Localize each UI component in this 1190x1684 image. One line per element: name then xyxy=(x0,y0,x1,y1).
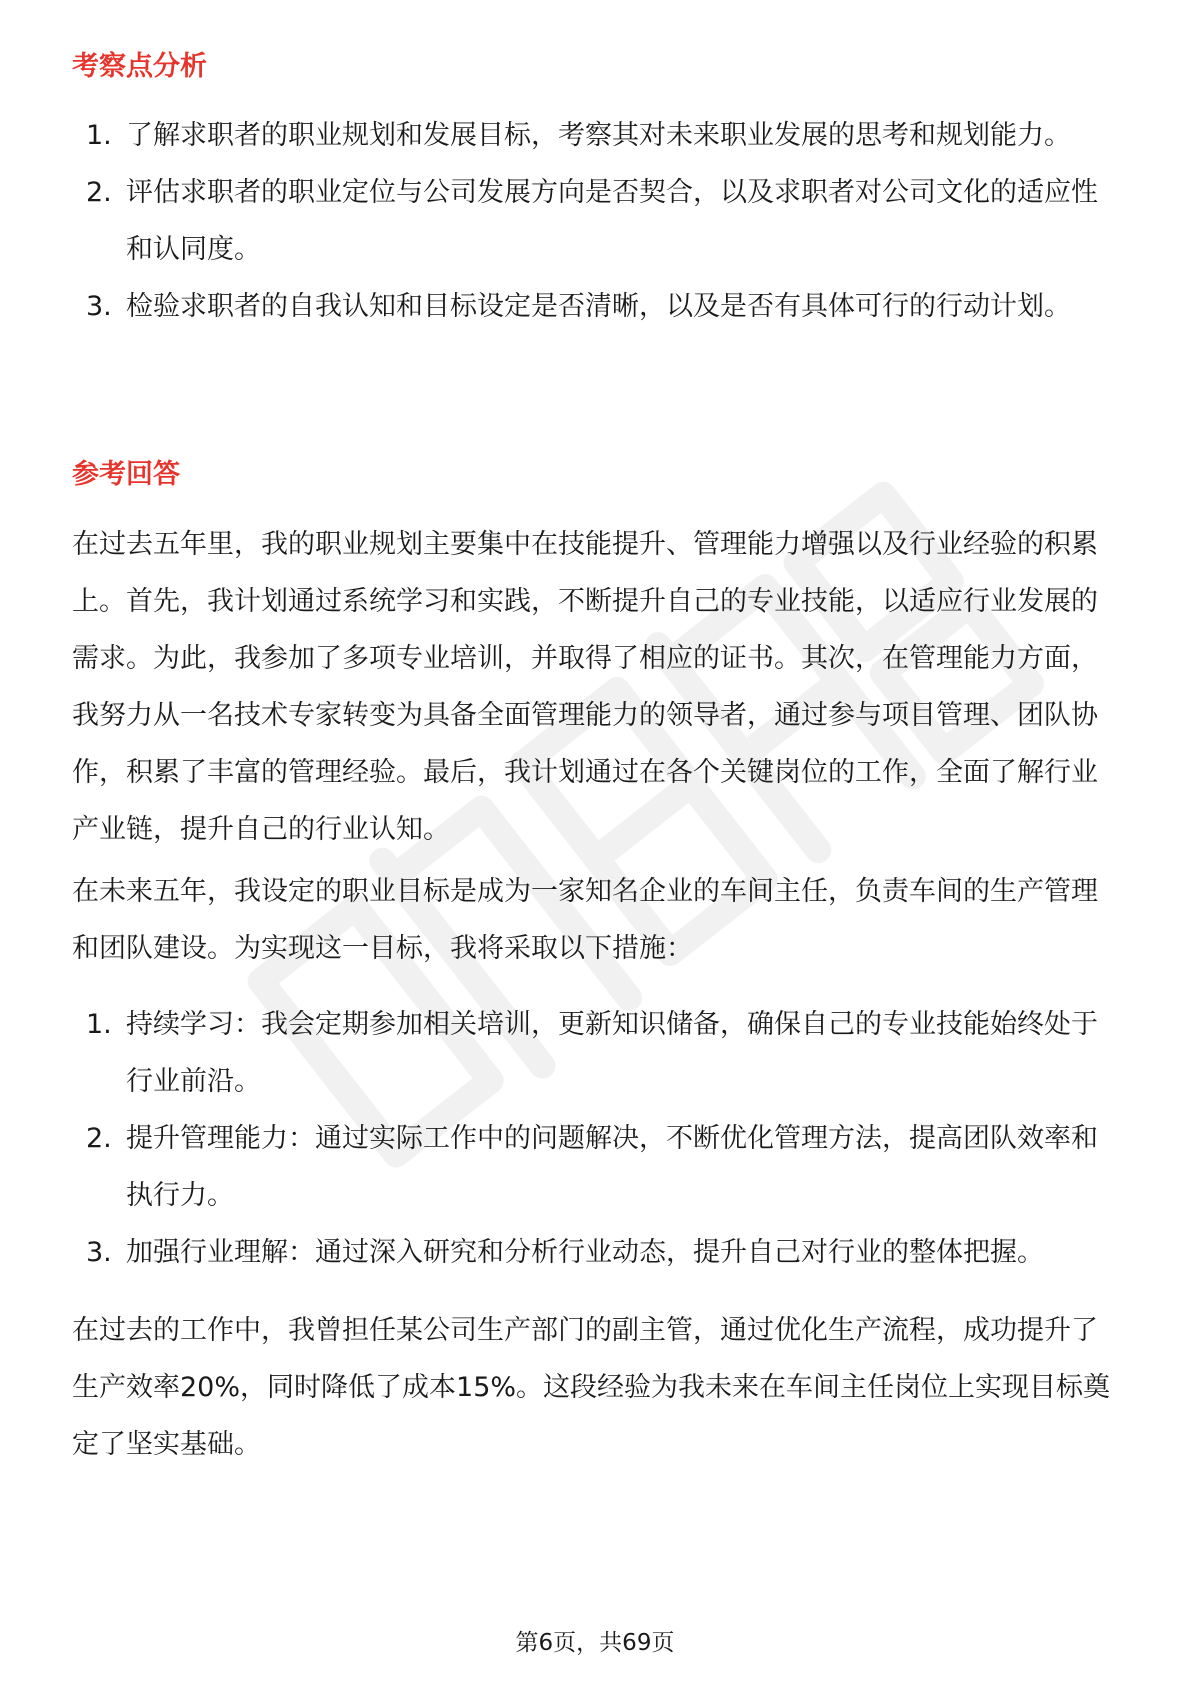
list-item xyxy=(0,1224,1190,1281)
list-item-number: 1. xyxy=(86,1009,112,1040)
measures-list xyxy=(0,996,1190,1281)
section-title-reference-answer: 参考回答 xyxy=(72,459,180,490)
list-item xyxy=(0,996,1190,1110)
list-item-text: 加强行业理解：通过深入研究和分析行业动态，提升自己对行业的整体把握。 xyxy=(126,1237,1044,1268)
list-item-text: 检验求职者的自我认知和目标设定是否清晰，以及是否有具体可行的行动计划。 xyxy=(126,291,1071,322)
list-item-number: 3. xyxy=(86,291,112,322)
list-item-number: 2. xyxy=(86,177,112,208)
answer-paragraph-3: 在过去的工作中，我曾担任某公司生产部门的副主管，通过优化生产流程，成功提升了生产效率20%，同时降低了成本15%。这段经验为我未来在车间主任岗位上实现目标奠定了坚实基础。 xyxy=(72,1315,1111,1460)
list-item xyxy=(0,1110,1190,1224)
section-title-analysis: 考察点分析 xyxy=(72,51,207,82)
list-item-number: 2. xyxy=(86,1123,112,1154)
list-item xyxy=(0,278,1190,335)
list-item-text: 提升管理能力：通过实际工作中的问题解决，不断优化管理方法，提高团队效率和执行力。 xyxy=(126,1123,1098,1211)
list-item-text: 持续学习：我会定期参加相关培训，更新知识储备，确保自己的专业技能始终处于行业前沿。 xyxy=(126,1009,1098,1097)
list-item-number: 1. xyxy=(86,120,112,151)
answer-paragraph-1: 在过去五年里，我的职业规划主要集中在技能提升、管理能力增强以及行业经验的积累上。首先，我计划通过系统学习和实践，不断提升自己的专业技能，以适应行业发展的需求。为此，我参加了多项专业培训，并取得了相应的证书。其次，在管理能力方面，我努力从一名技术专家转变为具备全面管理能力的领导者，通过参与项目管理、团队协作，积累了丰富的管理经验。最后，我计划通过在各个关键岗位的工作，全面了解行业产业链，提升自己的行业认知。 xyxy=(72,529,1098,845)
analysis-list xyxy=(0,107,1190,335)
list-item xyxy=(0,164,1190,278)
page-number-footer: 第6页，共69页 xyxy=(515,1630,675,1656)
list-item xyxy=(0,107,1190,164)
list-item-text: 评估求职者的职业定位与公司发展方向是否契合，以及求职者对公司文化的适应性和认同度。 xyxy=(126,177,1098,265)
list-item-text: 了解求职者的职业规划和发展目标，考察其对未来职业发展的思考和规划能力。 xyxy=(126,120,1071,151)
answer-paragraph-2: 在未来五年，我设定的职业目标是成为一家知名企业的车间主任，负责车间的生产管理和团队建设。为实现这一目标，我将采取以下措施： xyxy=(72,876,1098,964)
list-item-number: 3. xyxy=(86,1237,112,1268)
